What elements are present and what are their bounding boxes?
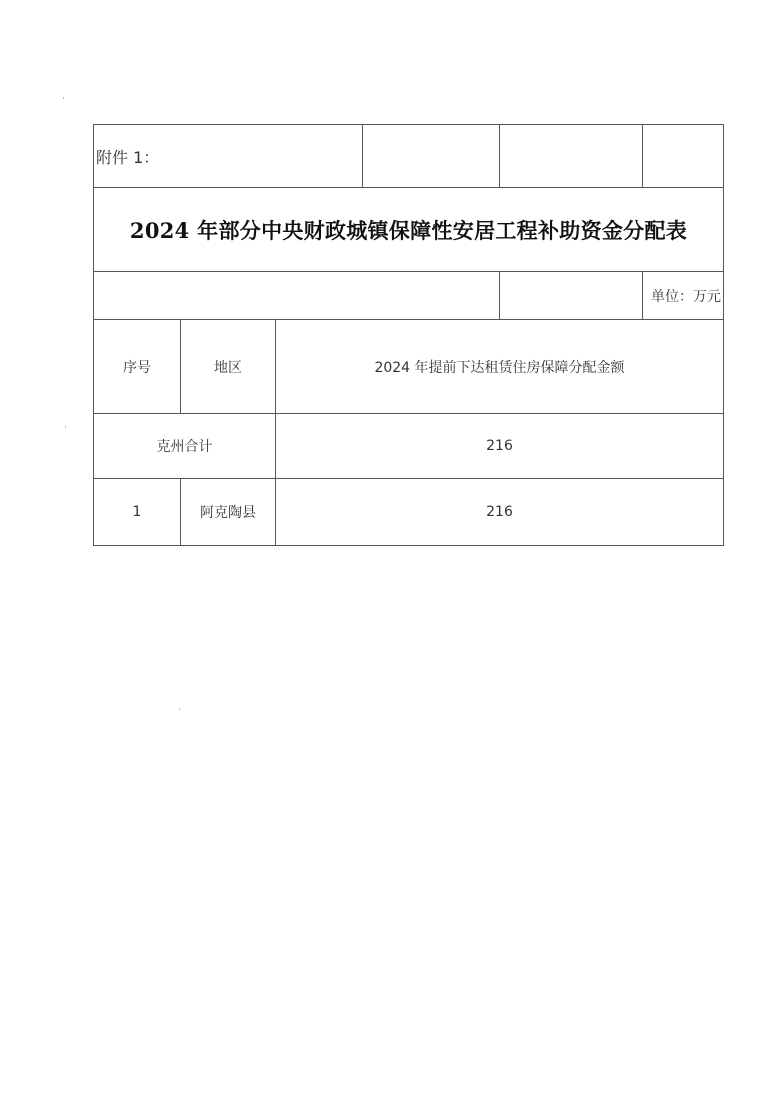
header-row xyxy=(94,320,724,414)
header-seq: 序号 xyxy=(94,320,181,414)
attachment-row xyxy=(94,125,724,188)
row-seq: 1 xyxy=(94,479,181,546)
header-amount: 2024 年提前下达租赁住房保障分配金额 xyxy=(276,320,724,414)
total-label: 克州合计 xyxy=(94,414,276,479)
allocation-table xyxy=(93,124,724,546)
scan-speck xyxy=(65,426,66,428)
unit-row xyxy=(94,272,724,320)
empty-cell xyxy=(643,125,724,188)
table-row xyxy=(94,479,724,546)
empty-cell xyxy=(363,125,500,188)
scan-speck xyxy=(179,708,180,710)
title-row xyxy=(94,188,724,272)
row-region: 阿克陶县 xyxy=(181,479,276,546)
header-region: 地区 xyxy=(181,320,276,414)
unit-label: 单位：万元 xyxy=(643,272,724,320)
attachment-label: 附件 1： xyxy=(94,125,363,188)
total-amount: 216 xyxy=(276,414,724,479)
table-title: 2024 年部分中央财政城镇保障性安居工程补助资金分配表 xyxy=(94,188,724,272)
empty-cell xyxy=(500,272,643,320)
row-amount: 216 xyxy=(276,479,724,546)
empty-cell xyxy=(94,272,500,320)
empty-cell xyxy=(500,125,643,188)
total-row xyxy=(94,414,724,479)
scan-speck xyxy=(63,97,64,99)
